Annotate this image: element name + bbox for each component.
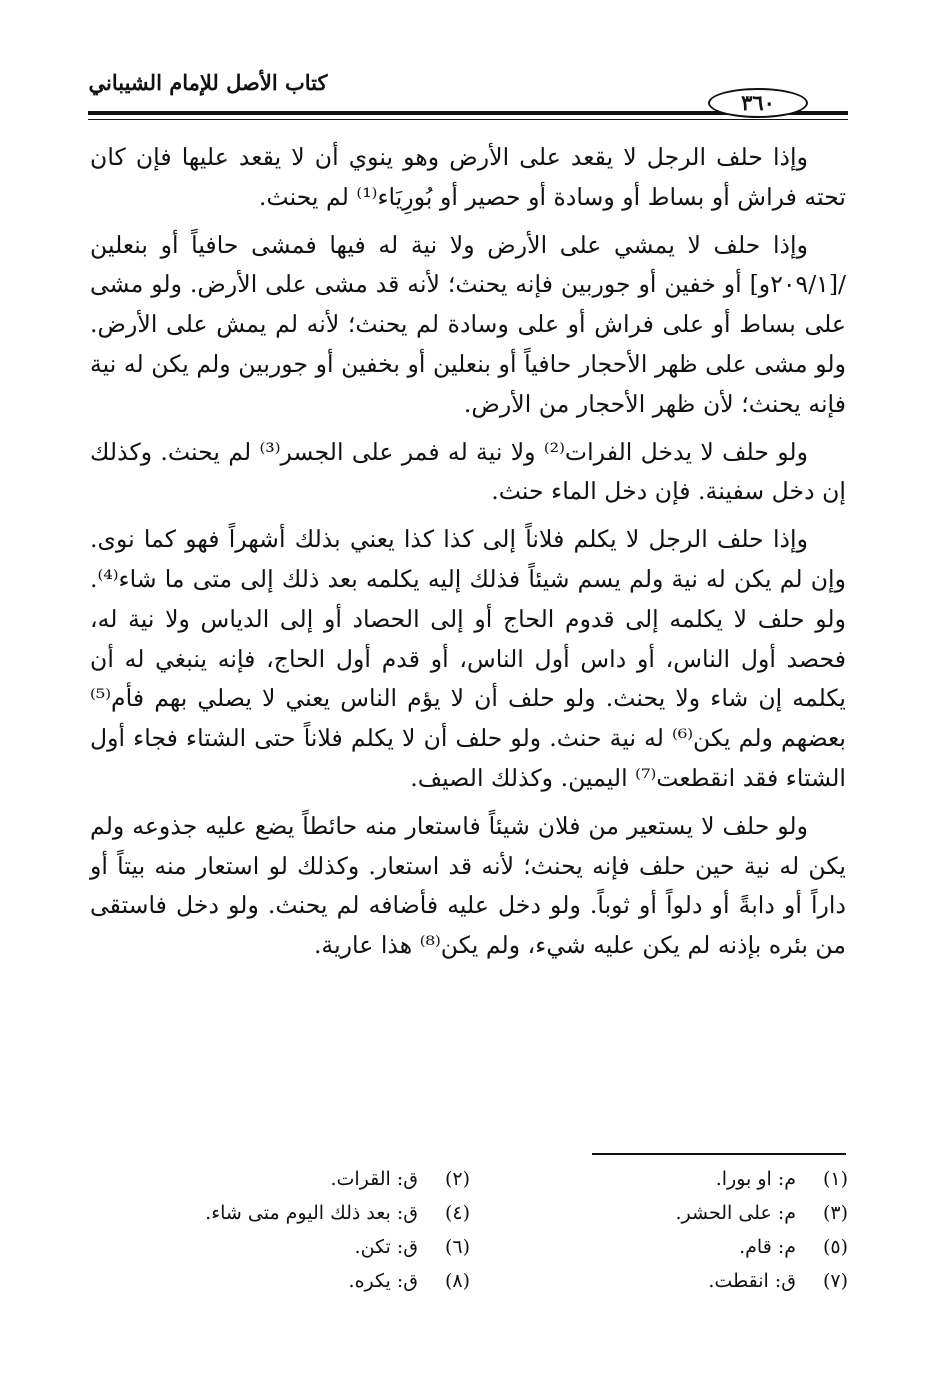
paragraph: ولو حلف لا يستعير من فلان شيئاً فاستعار منه حائطاً يضع عليه جذوعه ولم يكن له نية حين حلف فإنه يحنث؛ لأنه قد استعار. وكذلك لو استعار منه بيتاً أو داراً أو دابةً أو دلواً أو ثوباً. ولو دخل عليه فأضافه لم يحنث. ولو دخل فاستقى من بئره بإذنه لم يكن عليه شيء، ولم يكن⁽⁸⁾ هذا عارية. bbox=[90, 811, 846, 960]
footnote-number: (٣) bbox=[822, 1202, 848, 1224]
paragraph: وإذا حلف الرجل لا يكلم فلاناً إلى كذا كذا يعني بذلك أشهراً فهو كما نوى. وإن لم يكن له نية ولم يسم شيئاً فذلك إليه يكلمه بعد ذلك إلى متى ما شاء⁽⁴⁾. ولو حلف لا يكلمه إلى قدوم الحاج أو إلى الحصاد أو إلى الدياس ولا نية له، فحصد أول الناس، أو داس أول الناس، أو قدم أول الحاج، فإنه ينبغي له أن يكلمه إن شاء ولا يحنث. ولو حلف أن لا يؤم الناس يعني لا يصلي بهم فأم⁽⁵⁾ بعضهم ولم يكن⁽⁶⁾ له نية حنث. ولو حلف أن لا يكلم فلاناً حتى الشتاء فجاء أول الشتاء فقد انقطعت⁽⁷⁾ اليمين. وكذلك الصيف. bbox=[90, 525, 847, 792]
footnote-item bbox=[560, 1230, 848, 1264]
footnote-item bbox=[150, 1196, 470, 1230]
footnotes-right-column bbox=[560, 1162, 848, 1298]
footnote-number: (٤) bbox=[444, 1202, 470, 1224]
footnote-text: م: على الحشر. bbox=[675, 1202, 796, 1224]
footnote-text: م: او بورا. bbox=[715, 1168, 796, 1190]
footnote-text: ق: القرات. bbox=[330, 1168, 418, 1190]
footnotes-left-column bbox=[150, 1162, 470, 1298]
footnote-text: ق: انقطت. bbox=[708, 1270, 796, 1292]
footnote-number: (٥) bbox=[822, 1236, 848, 1258]
footnote-text: م: قام. bbox=[739, 1236, 796, 1258]
footnote-number: (٨) bbox=[444, 1270, 470, 1292]
footnote-item bbox=[560, 1162, 848, 1196]
footnote-number: (٧) bbox=[822, 1270, 848, 1292]
footnote-item bbox=[560, 1196, 848, 1230]
paragraph: وإذا حلف لا يمشي على الأرض ولا نية له فيها فمشى حافياً أو بنعلين /[٢٠٩/١و] أو خفين أو جوربين فإنه يحنث؛ لأنه قد مشى على الأرض. ولو مشى على بساط أو على فراش أو على وسادة لم يحنث؛ لأنه لم يمش على الأرض. ولو مشى على ظهر الأحجار حافياً أو بنعلين أو بخفين أو جوربين ولم يكن له نية فإنه يحنث؛ لأن ظهر الأحجار من الأرض. bbox=[90, 230, 846, 418]
paragraph: وإذا حلف الرجل لا يقعد على الأرض وهو ينوي أن لا يقعد عليها فإن كان تحته فراش أو بساط أو وسادة أو حصير أو بُورِيَاء⁽¹⁾ لم يحنث. bbox=[90, 143, 846, 211]
footnote-text: ق: بعد ذلك اليوم متى شاء. bbox=[205, 1202, 418, 1224]
header-rule-thin bbox=[88, 119, 848, 120]
footnote-text: ق: تكن. bbox=[354, 1236, 418, 1258]
paragraph: ولو حلف لا يدخل الفرات⁽²⁾ ولا نية له فمر على الجسر⁽³⁾ لم يحنث. وكذلك إن دخل سفينة. فإن دخل الماء حنث. bbox=[90, 437, 846, 506]
footnote-number: (١) bbox=[822, 1168, 848, 1190]
footnote-item bbox=[560, 1264, 848, 1298]
footnote-number: (٦) bbox=[444, 1236, 470, 1258]
footnote-item bbox=[150, 1162, 470, 1196]
footnote-item bbox=[150, 1264, 470, 1298]
page-number: ٣٦٠ bbox=[708, 88, 808, 118]
page-header bbox=[88, 62, 848, 132]
footnote-item bbox=[150, 1230, 470, 1264]
footnote-separator bbox=[592, 1153, 846, 1155]
footnote-text: ق: يكره. bbox=[348, 1270, 418, 1292]
footnote-number: (٢) bbox=[444, 1168, 470, 1190]
main-text bbox=[90, 138, 846, 974]
book-title: كتاب الأصل للإمام الشيباني bbox=[88, 70, 328, 95]
